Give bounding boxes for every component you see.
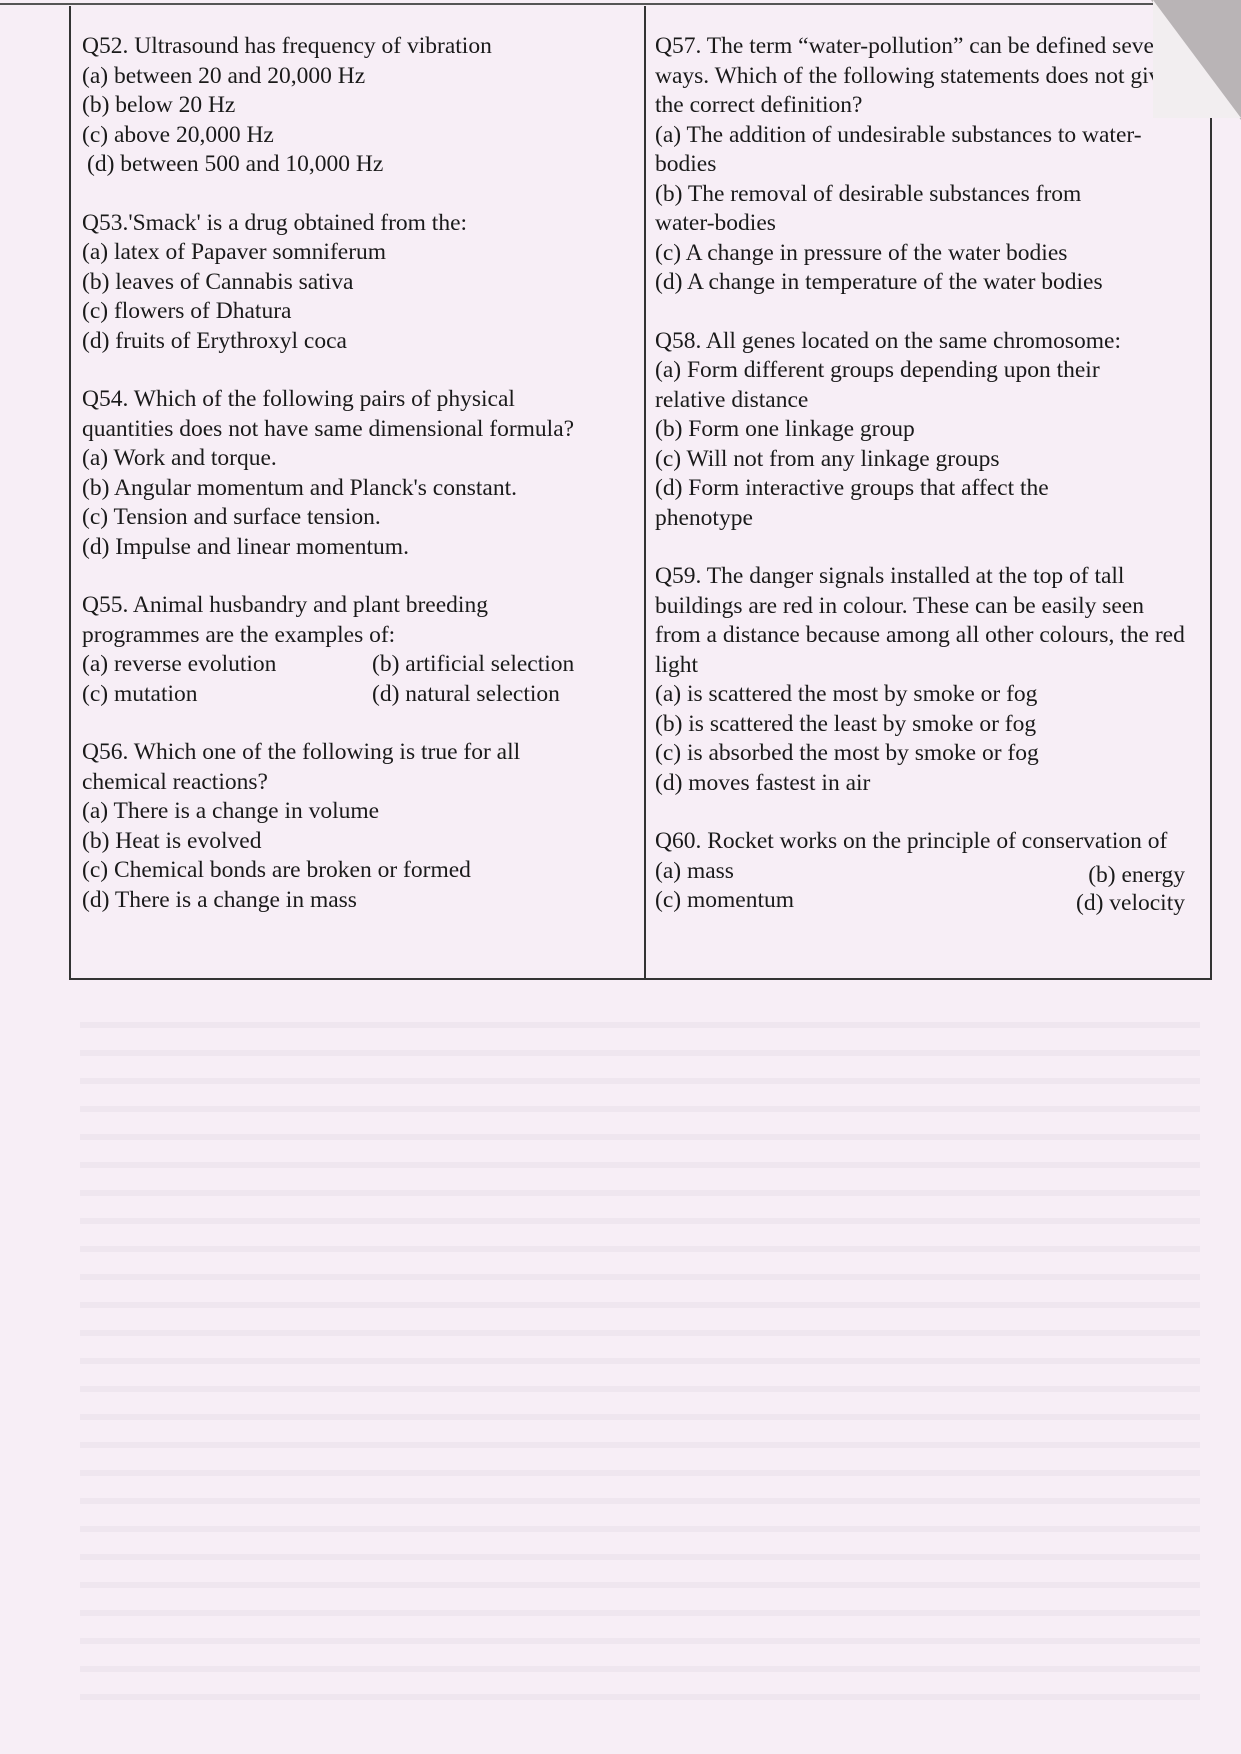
option-a: (a) latex of Papaver somniferum	[82, 239, 387, 265]
option-b: (b) below 20 Hz	[82, 92, 236, 118]
question-text: Q56. Which one of the following is true for all chemical reactions?	[82, 739, 521, 795]
question-q57	[655, 32, 1205, 298]
top-border	[0, 3, 1241, 5]
question-text: Q60. Rocket works on the principle of conservation of	[655, 828, 1168, 854]
question-text: Q58. All genes located on the same chromosome:	[655, 327, 1121, 354]
option-c: (c) flowers of Dhatura	[82, 298, 292, 324]
option-c: (c) Tension and surface tension.	[82, 504, 381, 530]
option-d: (d) Form interactive groups that affect the phenotype	[655, 475, 1049, 531]
question-text: Q52. Ultrasound has frequency of vibration	[82, 33, 492, 59]
option-c: (c) mutation	[82, 680, 198, 707]
show-through-background	[80, 1000, 1200, 1720]
option-a: (a) between 20 and 20,000 Hz	[82, 62, 366, 89]
option-b: (b) Heat is evolved	[82, 827, 262, 854]
question-q59	[655, 562, 1205, 798]
question-q53	[82, 209, 637, 357]
option-d: (d) between 500 and 10,000 Hz	[87, 151, 384, 177]
option-a: (a) Form different groups depending upon their relative distance	[655, 357, 1100, 413]
question-q58	[655, 327, 1205, 534]
question-text: Q59. The danger signals installed at the top of tall buildings are red in colour. These can be easily seen from a distance because among all other colours, the red light	[655, 563, 1185, 678]
option-d: (d) velocity	[1076, 890, 1185, 916]
question-text: Q54. Which of the following pairs of physical quantities does not have same dimensional formula?	[82, 386, 575, 442]
question-text: Q55. Animal husbandry and plant breeding programmes are the examples of:	[82, 592, 488, 648]
option-c: (c) above 20,000 Hz	[82, 121, 274, 148]
question-text: Q53.'Smack' is a drug obtained from the:	[82, 209, 468, 236]
question-q55	[82, 591, 637, 709]
left-column	[82, 32, 637, 944]
question-q52	[82, 32, 637, 180]
column-divider	[644, 6, 646, 980]
option-d: (d) fruits of Erythroxyl coca	[82, 327, 347, 354]
option-b: (b) energy	[1088, 861, 1185, 888]
option-a: (a) reverse evolution	[82, 651, 277, 677]
right-column	[655, 32, 1205, 945]
option-d: (d) Impulse and linear momentum.	[82, 533, 409, 560]
question-q54	[82, 385, 637, 562]
option-b: (b) leaves of Cannabis sativa	[82, 268, 354, 295]
option-c: (c) Will not from any linkage groups	[655, 445, 1000, 472]
option-b: (b) is scattered the least by smoke or fog	[655, 710, 1037, 737]
option-c: (c) A change in pressure of the water bodies	[655, 239, 1068, 266]
option-d: (d) There is a change in mass	[82, 886, 357, 913]
folded-page-corner-flap	[1153, 0, 1241, 118]
option-b: (b) Form one linkage group	[655, 416, 915, 442]
option-a: (a) There is a change in volume	[82, 798, 380, 824]
option-b: (b) artificial selection	[372, 651, 575, 677]
option-b: (b) Angular momentum and Planck's constant.	[82, 474, 517, 501]
option-d: (d) natural selection	[372, 680, 560, 707]
option-c: (c) Chemical bonds are broken or formed	[82, 857, 471, 883]
option-d: (d) moves fastest in air	[655, 769, 871, 796]
option-d: (d) A change in temperature of the water bodies	[655, 269, 1103, 295]
question-text: Q57. The term “water-pollution” can be defined several ways. Which of the following statements does not give the correct definition?	[655, 33, 1179, 118]
option-a: (a) mass	[655, 857, 734, 884]
option-c: (c) is absorbed the most by smoke or fog	[655, 740, 1039, 766]
option-c: (c) momentum	[655, 887, 795, 913]
option-a: (a) The addition of undesirable substances to water-bodies	[655, 121, 1142, 177]
question-q60	[655, 827, 1205, 916]
option-a: (a) is scattered the most by smoke or fog	[655, 681, 1038, 707]
option-a: (a) Work and torque.	[82, 445, 277, 471]
question-q56	[82, 738, 637, 915]
option-b: (b) The removal of desirable substances from water-bodies	[655, 180, 1082, 236]
